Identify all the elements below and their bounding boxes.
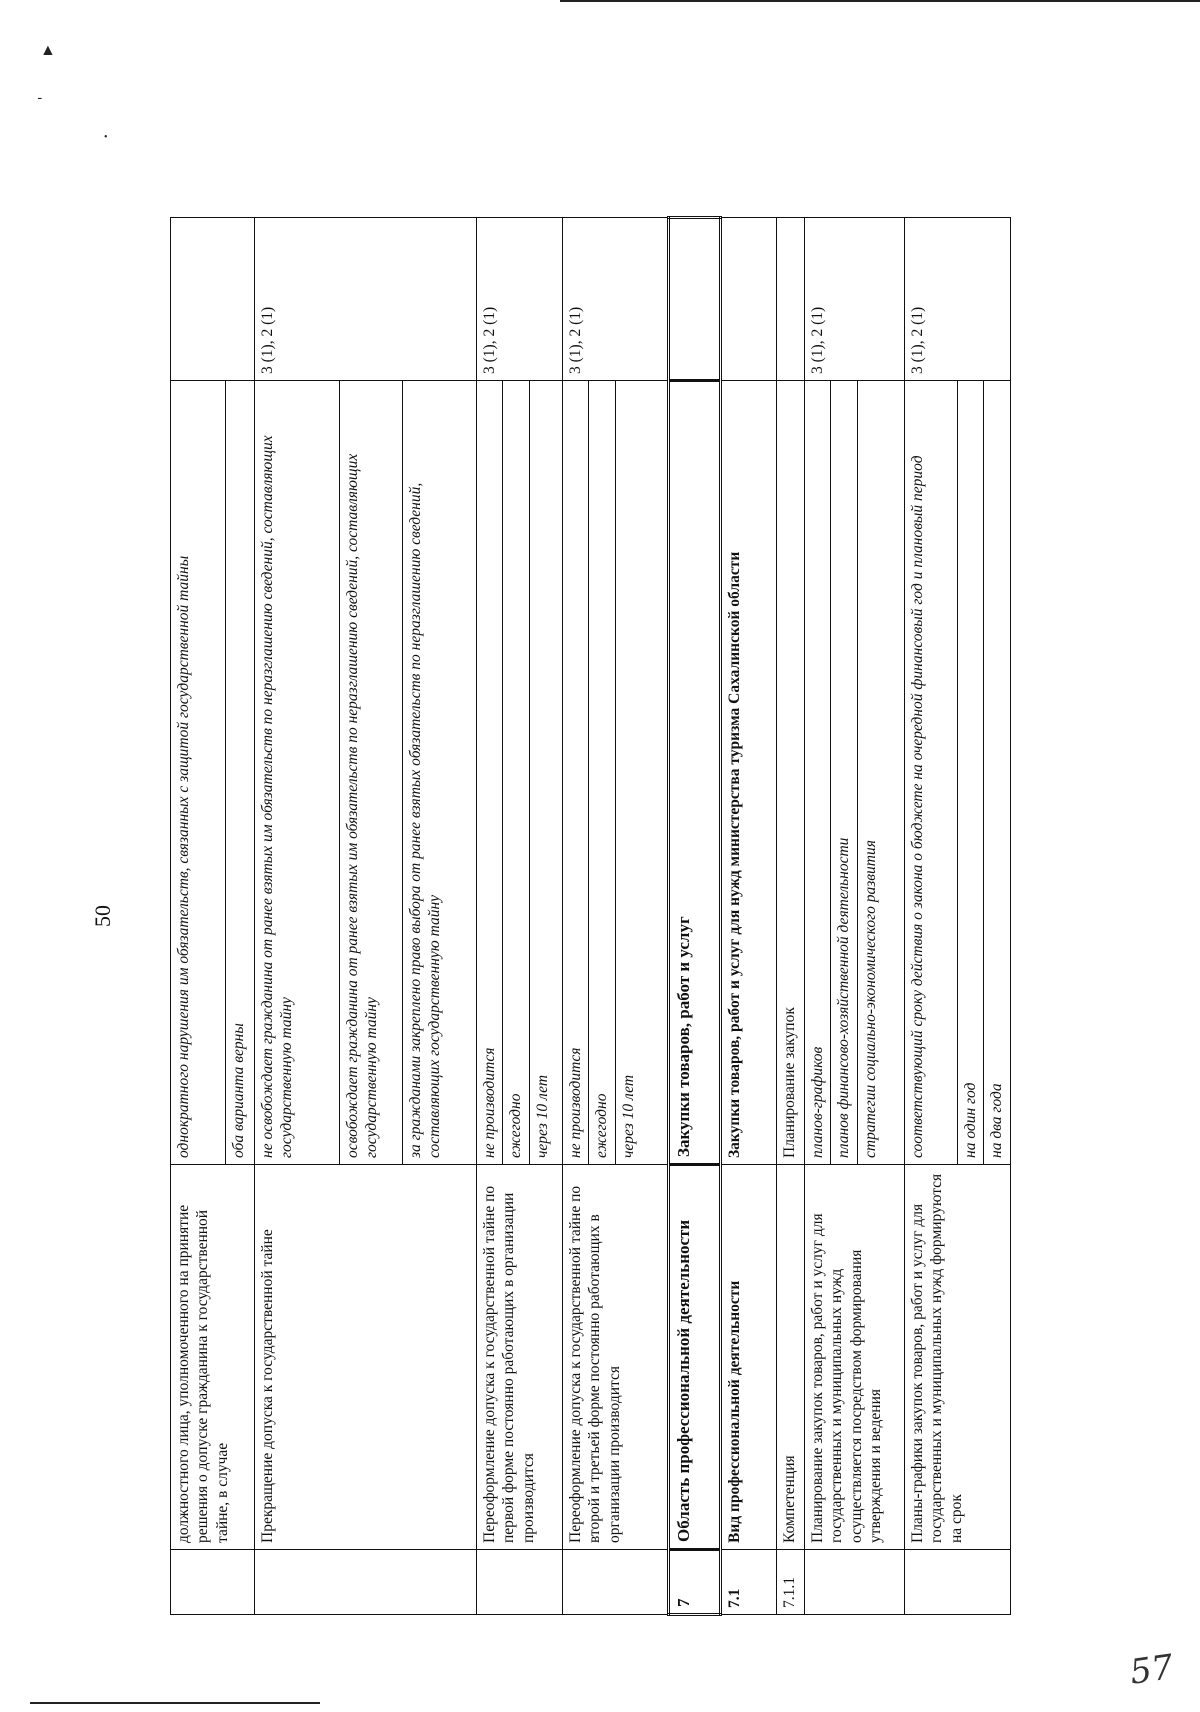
section-number: 7 — [669, 1550, 721, 1615]
competence-reference — [721, 218, 777, 381]
competence-reference — [669, 218, 721, 381]
answer-options — [905, 381, 1011, 1165]
question-text: должностного лица, уполномоченного на принятие решения о допуске гражданина к государственной тайне, в случае — [171, 1165, 255, 1550]
competence-reference: 3 (1), 2 (1) — [255, 218, 477, 381]
answer-option: освобождает гражданина от ранее взятых им обязательств по неразглашению сведений, составляющих государственную тайну — [340, 381, 403, 1164]
answer-options — [255, 381, 477, 1165]
section-number: 7.1.1 — [777, 1550, 805, 1615]
answer-options — [805, 381, 905, 1165]
answer-option: ежегодно — [589, 381, 615, 1164]
competence-reference — [777, 218, 805, 381]
answer-option: не производится — [477, 381, 503, 1164]
answer-option: планов финансово-хозяйственной деятельности — [831, 381, 857, 1164]
page-number: 50 — [90, 905, 115, 927]
answer-option: на два года — [988, 1083, 1006, 1158]
answer-option: однократного нарушения им обязательств, связанных с защитой государственной тайны — [171, 381, 226, 1164]
table-row — [805, 218, 905, 1615]
scan-speck: • — [104, 132, 108, 143]
question-text: Переоформление допуска к государственной тайне по второй и третьей форме постоянно работающих в организации производится — [563, 1165, 669, 1550]
scan-edge-line-bottom — [30, 1702, 320, 1704]
section-value: Закупки товаров, работ и услуг — [669, 381, 721, 1165]
question-text: Прекращение допуска к государственной тайне — [255, 1165, 477, 1550]
table-row — [255, 218, 477, 1615]
answer-option: планов-графиков — [805, 381, 831, 1164]
answer-options — [477, 381, 563, 1165]
row-number — [171, 1550, 255, 1615]
answer-option: оба варианта верны — [230, 1023, 247, 1158]
section-row — [669, 218, 721, 1615]
competence-reference: 3 (1), 2 (1) — [563, 218, 669, 381]
row-number — [905, 1550, 1011, 1615]
answer-option: через 10 лет — [619, 1074, 637, 1158]
section-value: Закупки товаров, работ и услуг для нужд министерства туризма Сахалинской области — [721, 381, 777, 1165]
table-row — [477, 218, 563, 1615]
answer-option: на один год — [958, 381, 984, 1164]
row-number — [805, 1550, 905, 1615]
question-text: Переоформление допуска к государственной тайне по первой форме постоянно работающих в организации производится — [477, 1165, 563, 1550]
table-row — [171, 218, 255, 1615]
section-value: Планирование закупок — [777, 381, 805, 1165]
answer-option: не производится — [563, 381, 589, 1164]
competence-reference: 3 (1), 2 (1) — [905, 218, 1011, 381]
scan-edge-line-top — [560, 0, 1200, 2]
row-number — [255, 1550, 477, 1615]
row-number — [563, 1550, 669, 1615]
section-number: 7.1 — [721, 1550, 777, 1615]
table-row — [563, 218, 669, 1615]
section-title: Компетенция — [777, 1165, 805, 1550]
test-questions-table — [170, 216, 1011, 1616]
answer-option: за гражданами закреплено право выбора от ранее взятых обязательств по неразглашению сведений, составляющих государственную тайну — [407, 482, 444, 1158]
section-title: Область профессиональной деятельности — [669, 1165, 721, 1550]
answer-options — [171, 381, 255, 1165]
scan-speck: ـ — [38, 88, 42, 102]
competence-reference: 3 (1), 2 (1) — [477, 218, 563, 381]
answer-option: не освобождает гражданина от ранее взятых им обязательств по неразглашению сведений, составляющих государственную тайну — [255, 381, 340, 1164]
subsection-row — [721, 218, 777, 1615]
answer-option: стратегии социально-экономического развития — [861, 840, 879, 1158]
scan-speck: ▲ — [40, 42, 56, 59]
handwritten-page-number: 57 — [1127, 1647, 1176, 1693]
question-text: Планы-графики закупок товаров, работ и услуг для государственных и муниципальных нужд формируются на срок — [905, 1165, 1011, 1550]
answer-options — [563, 381, 669, 1165]
table-row — [905, 218, 1011, 1615]
question-text: Планирование закупок товаров, работ и услуг для государственных и муниципальных нужд осуществляется посредством формирования утверждения и ведения — [805, 1165, 905, 1550]
answer-option: соответствующий сроку действия о закона о бюджете на очередной финансовый год и плановый период — [905, 381, 958, 1164]
answer-option: ежегодно — [503, 381, 529, 1164]
competence-row — [777, 218, 805, 1615]
row-number — [477, 1550, 563, 1615]
competence-reference: 3 (1), 2 (1) — [805, 218, 905, 381]
competence-reference — [171, 218, 255, 381]
rotated-page-content — [90, 216, 1120, 1616]
section-title: Вид профессиональной деятельности — [721, 1165, 777, 1550]
answer-option: через 10 лет — [533, 1074, 551, 1158]
